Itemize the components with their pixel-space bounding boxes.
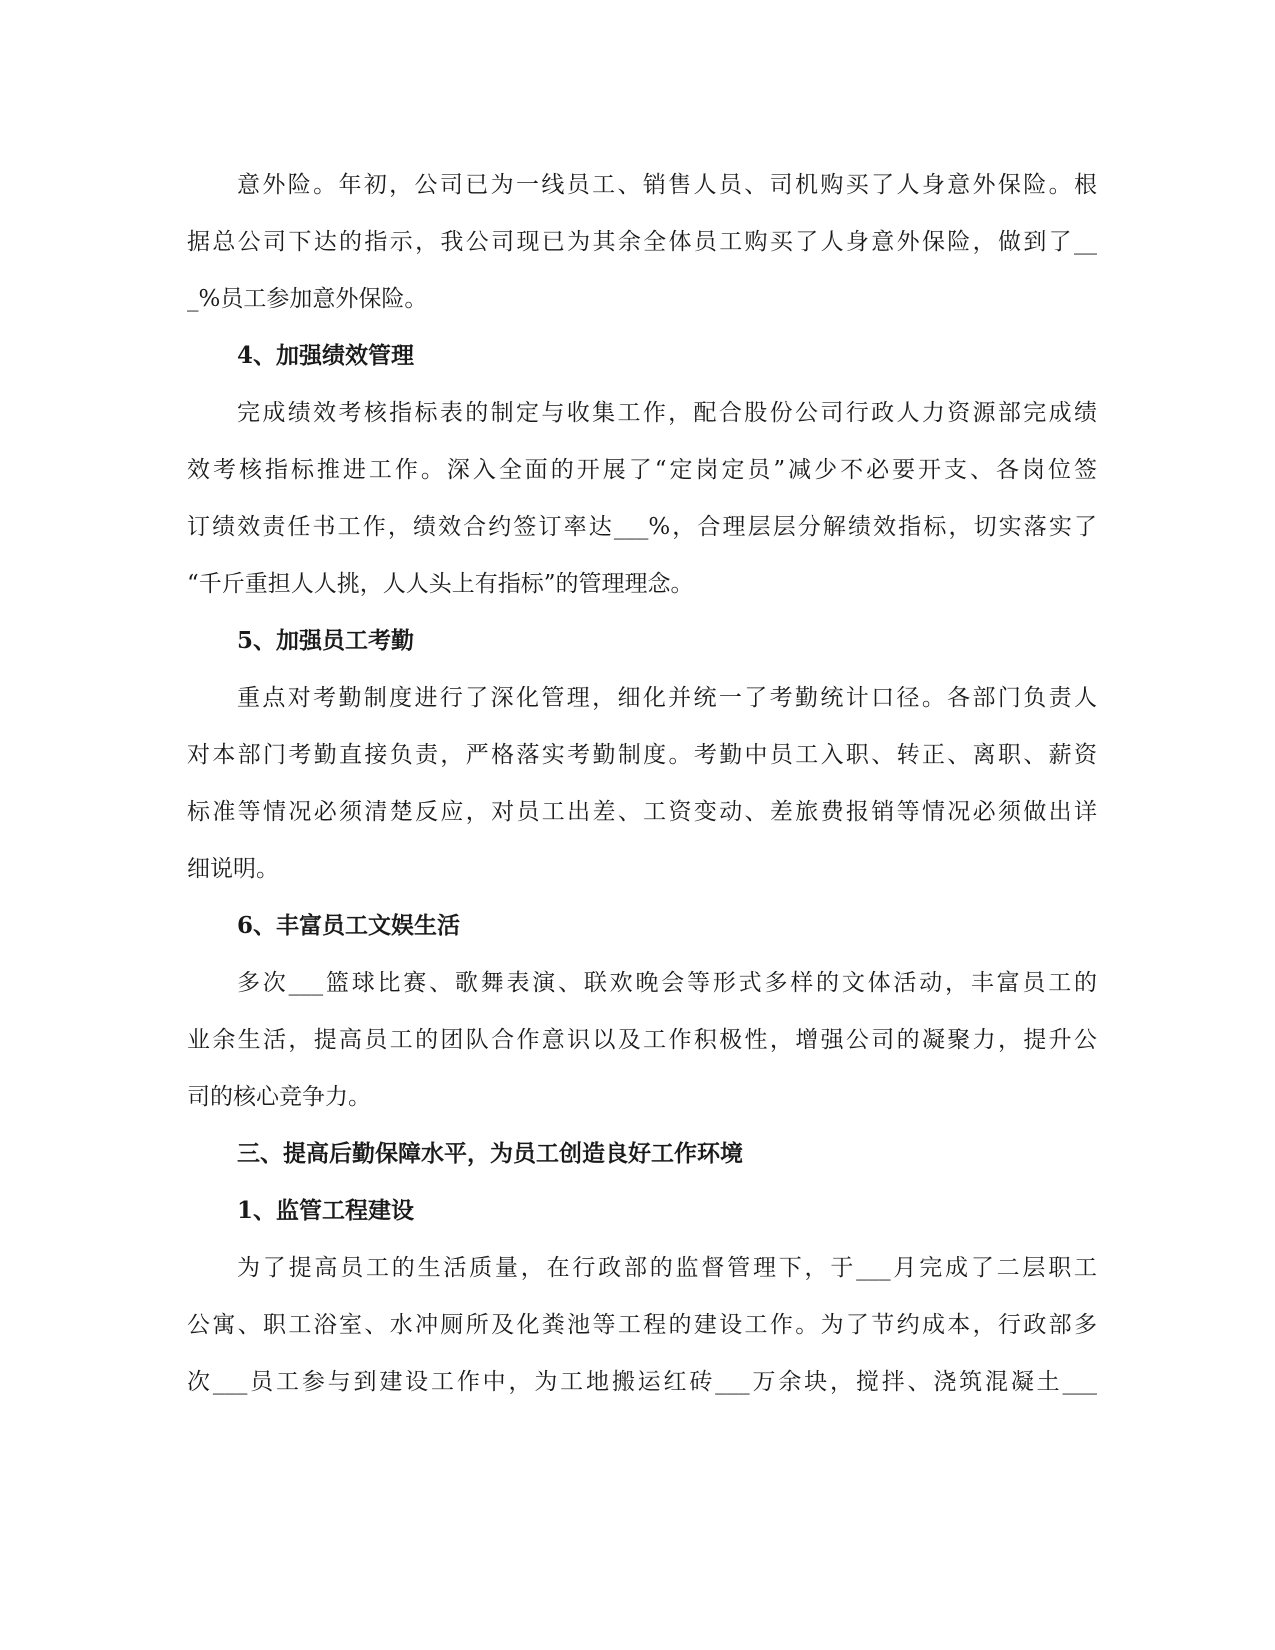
paragraph-line: 据总公司下达的指示，我公司现已为其余全体员工购买了人身意外保险，做到了__ [187, 229, 1097, 255]
paragraph-line: 多次___篮球比赛、歌舞表演、联欢晚会等形式多样的文体活动，丰富员工的 [237, 970, 1097, 996]
paragraph-line: _%员工参加意外保险。 [187, 286, 428, 312]
paragraph-line: 细说明。 [187, 856, 279, 882]
paragraph-line: 公寓、职工浴室、水冲厕所及化粪池等工程的建设工作。为了节约成本，行政部多 [187, 1312, 1097, 1338]
paragraph-line: 司的核心竞争力。 [187, 1084, 371, 1110]
paragraph-line: 为了提高员工的生活质量，在行政部的监督管理下，于___月完成了二层职工 [237, 1255, 1097, 1281]
paragraph-line: 业余生活，提高员工的团队合作意识以及工作积极性，增强公司的凝聚力，提升公 [187, 1027, 1097, 1053]
paragraph-line: 标准等情况必须清楚反应，对员工出差、工资变动、差旅费报销等情况必须做出详 [187, 799, 1097, 825]
chapter-heading: 三、提高后勤保障水平，为员工创造良好工作环境 [237, 1140, 743, 1167]
section-heading: 6、丰富员工文娱生活 [237, 912, 461, 939]
paragraph-line: 次___员工参与到建设工作中，为工地搬运红砖___万余块，搅拌、浇筑混凝土___ [187, 1369, 1097, 1395]
paragraph-line: 对本部门考勤直接负责，严格落实考勤制度。考勤中员工入职、转正、离职、薪资 [187, 742, 1097, 768]
paragraph-line: 重点对考勤制度进行了深化管理，细化并统一了考勤统计口径。各部门负责人 [237, 685, 1097, 711]
paragraph-line: 完成绩效考核指标表的制定与收集工作，配合股份公司行政人力资源部完成绩 [237, 400, 1097, 426]
paragraph-line: 效考核指标推进工作。深入全面的开展了“定岗定员”减少不必要开支、各岗位签 [187, 457, 1097, 483]
paragraph-line: 意外险。年初，公司已为一线员工、销售人员、司机购买了人身意外保险。根 [237, 172, 1097, 198]
section-heading: 1、监管工程建设 [237, 1197, 415, 1224]
section-heading: 4、加强绩效管理 [237, 342, 415, 369]
paragraph-line: “千斤重担人人挑，人人头上有指标”的管理理念。 [187, 571, 694, 597]
paragraph-line: 订绩效责任书工作，绩效合约签订率达___%，合理层层分解绩效指标，切实落实了 [187, 514, 1097, 540]
section-heading: 5、加强员工考勤 [237, 627, 415, 654]
